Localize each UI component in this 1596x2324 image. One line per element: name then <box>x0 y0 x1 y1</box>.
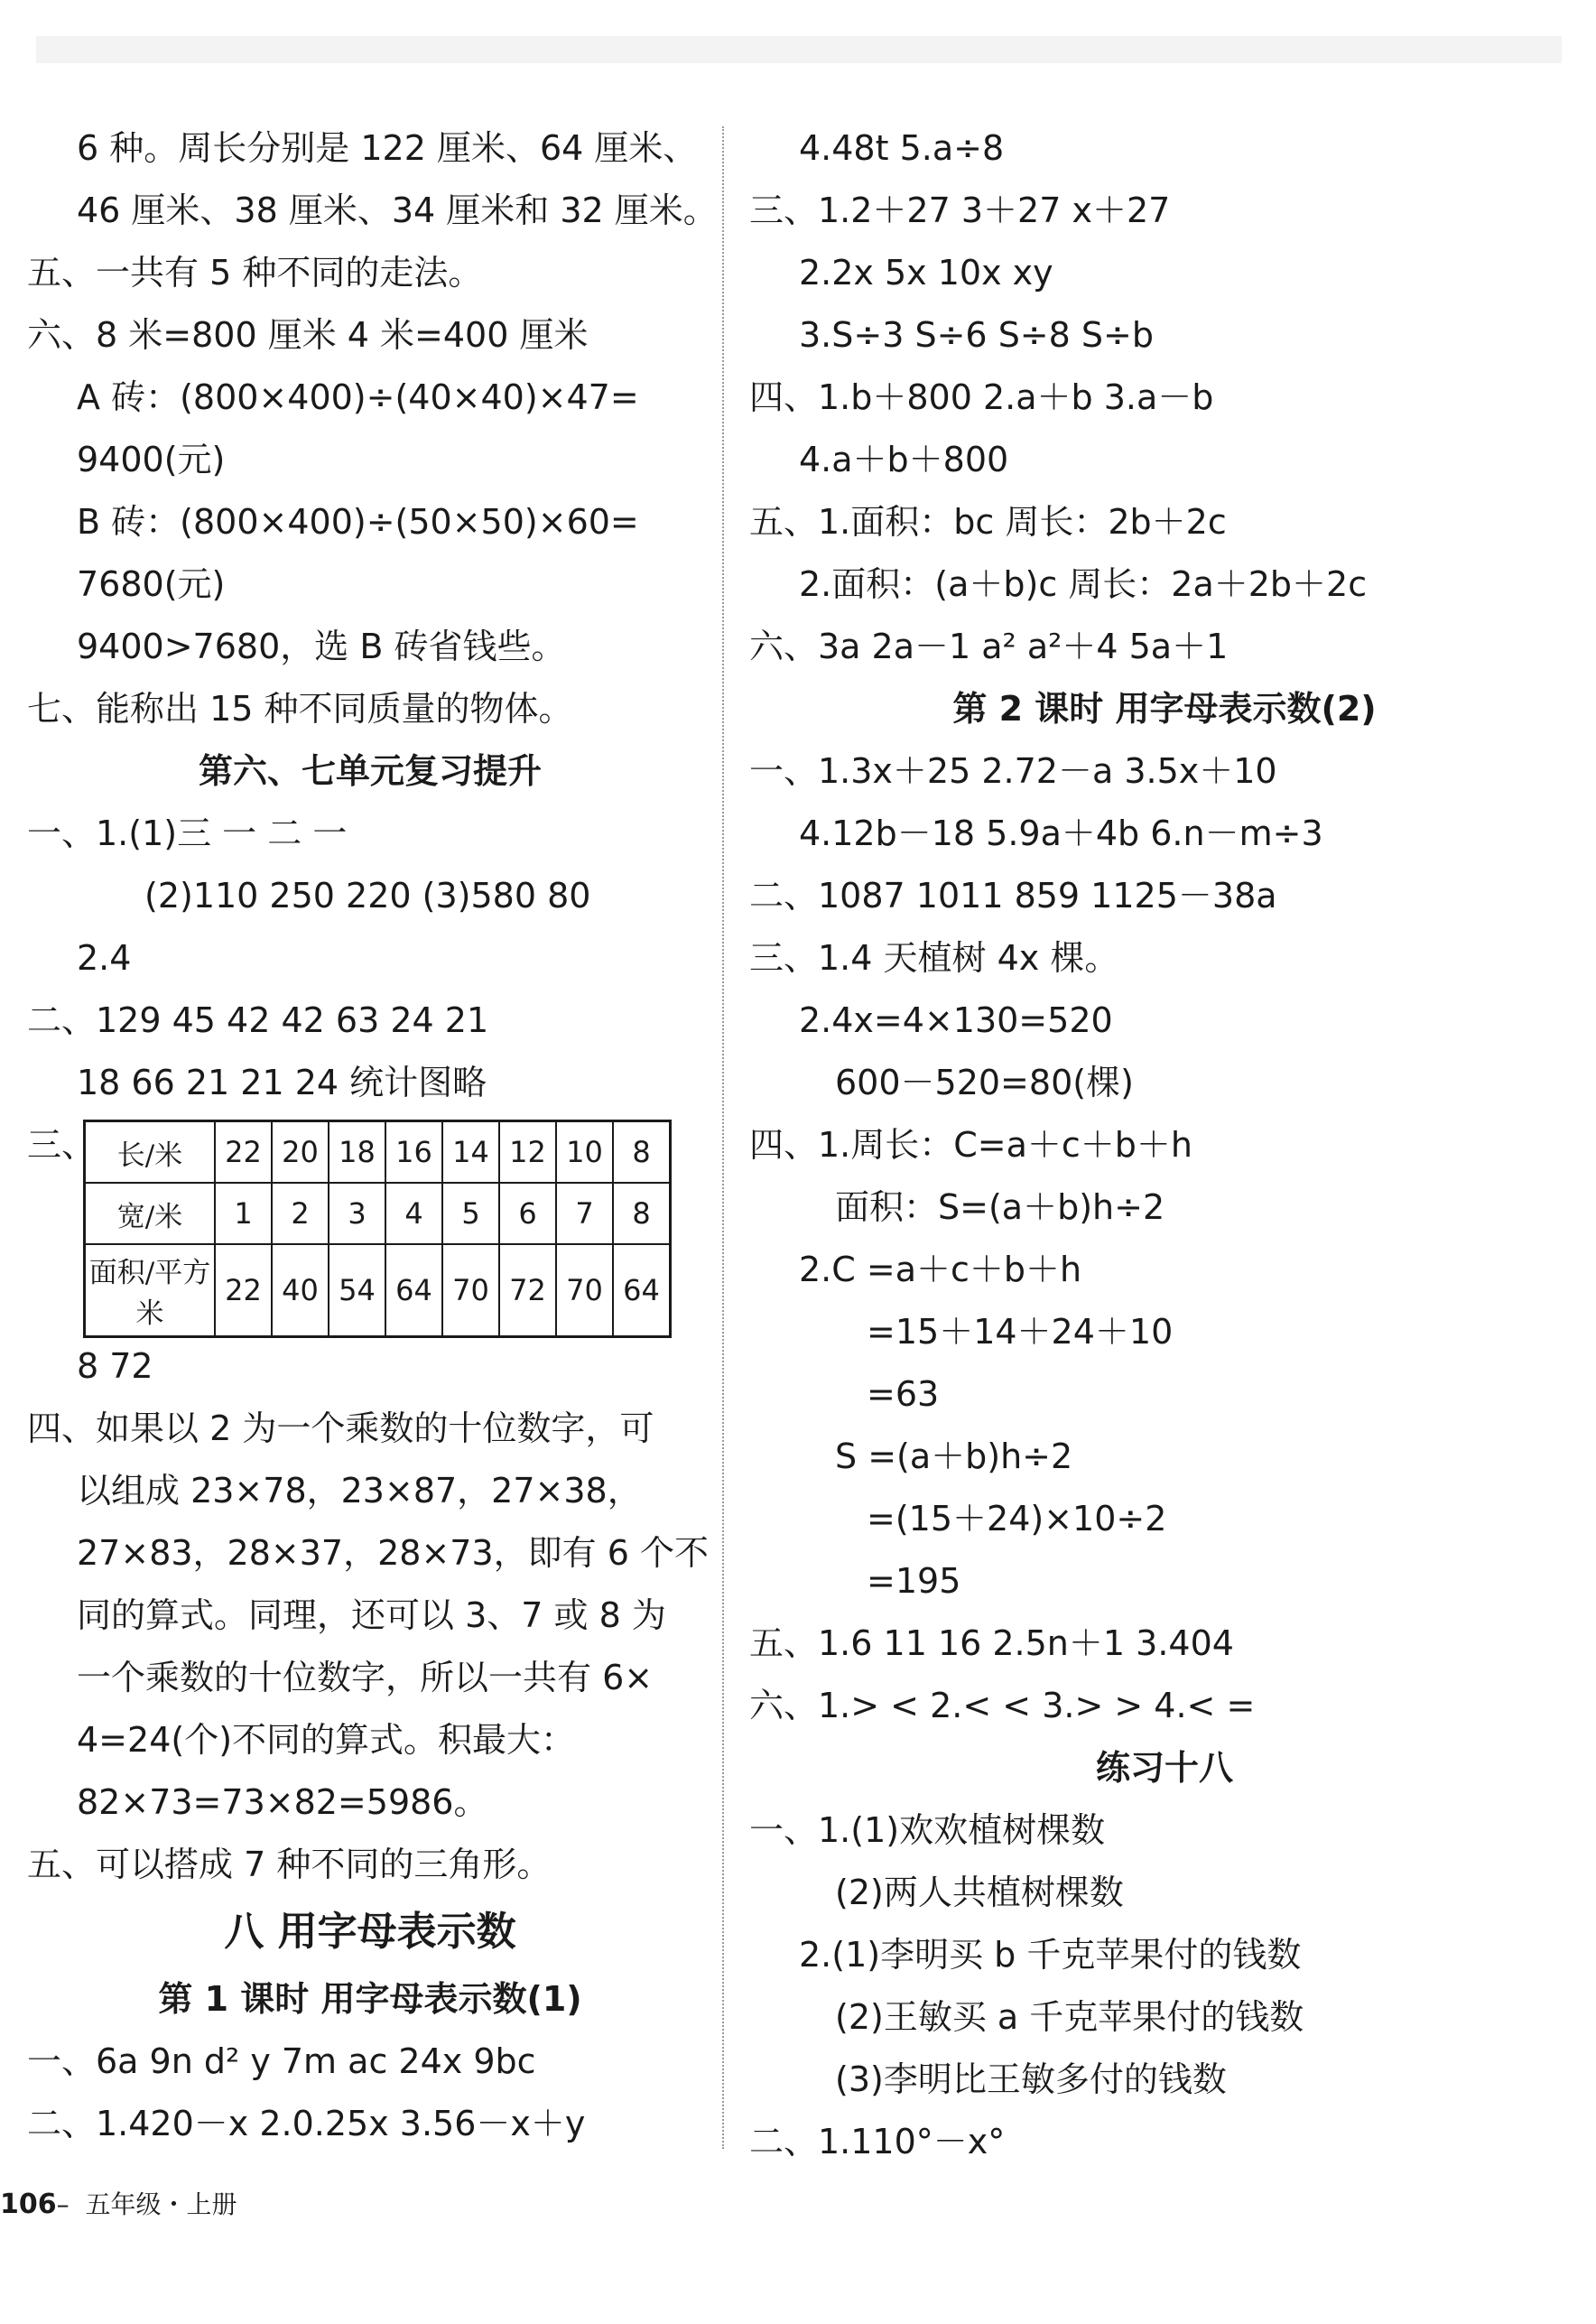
answer-line: 三、1.2＋27 3＋27 x＋27 <box>749 191 1171 230</box>
length-cell: 10 <box>556 1121 613 1184</box>
answer-line: =15＋14＋24＋10 <box>867 1312 1174 1352</box>
question-label: 三、 <box>27 1125 97 1165</box>
answer-line: 4.a＋b＋800 <box>799 440 1009 479</box>
answer-line: 五、1.6 11 16 2.5n＋1 3.404 <box>749 1623 1234 1663</box>
left-column <box>27 117 718 2155</box>
width-cell: 6 <box>499 1183 556 1244</box>
answer-line: 2.(1)李明买 b 千克苹果付的钱数 <box>799 1935 1302 1975</box>
answer-line: 二、129 45 42 42 63 24 21 <box>27 1000 489 1040</box>
width-cell: 2 <box>272 1183 329 1244</box>
answer-line: 2.面积：(a＋b)c 周长：2a＋2b＋2c <box>799 564 1368 604</box>
answer-line: 四、如果以 2 为一个乘数的十位数字，可 <box>27 1408 654 1448</box>
answer-line: 二、1087 1011 859 1125－38a <box>749 876 1277 916</box>
answer-line: (2)两人共植树棵数 <box>835 1873 1124 1912</box>
exercise-heading: 练习十八 <box>1095 1748 1233 1788</box>
answer-line: 二、1.110°－x° <box>749 2122 1006 2161</box>
width-cell: 8 <box>613 1183 671 1244</box>
length-cell: 16 <box>385 1121 442 1184</box>
answer-line: 82×73=73×82=5986。 <box>77 1782 488 1822</box>
answer-line: 三、1.4 天植树 4x 棵。 <box>749 938 1119 978</box>
answer-line: 五、1.面积：bc 周长：2b＋2c <box>749 502 1227 542</box>
rectangle-table-block <box>27 1114 713 1335</box>
area-cell: 70 <box>556 1244 613 1337</box>
answer-line: 同的算式。同理，还可以 3、7 或 8 为 <box>77 1595 666 1635</box>
length-row <box>85 1121 671 1184</box>
length-cell: 18 <box>329 1121 385 1184</box>
answer-line: (2)王敏买 a 千克苹果付的钱数 <box>835 1997 1304 2037</box>
page-footer <box>0 2185 237 2221</box>
answer-line: 4.48t 5.a÷8 <box>799 128 1005 168</box>
answer-line: 2.4x=4×130=520 <box>799 1000 1113 1040</box>
width-cell: 5 <box>442 1183 499 1244</box>
length-cell: 12 <box>499 1121 556 1184</box>
width-cell: 4 <box>385 1183 442 1244</box>
length-cell: 8 <box>613 1121 671 1184</box>
answer-line: B 砖：(800×400)÷(50×50)×60= <box>77 502 639 542</box>
answer-line: 以组成 23×78，23×87，27×38， <box>77 1471 642 1511</box>
answer-line: 18 66 21 21 24 统计图略 <box>77 1063 487 1102</box>
right-column <box>749 117 1580 2173</box>
answer-line: 六、1.> < 2.< < 3.> > 4.< = <box>749 1686 1256 1725</box>
width-cell: 3 <box>329 1183 385 1244</box>
area-cell: 40 <box>272 1244 329 1337</box>
answer-line: 五、一共有 5 种不同的走法。 <box>27 253 483 293</box>
answer-line: 六、3a 2a－1 a² a²＋4 5a＋1 <box>749 627 1229 666</box>
rectangle-table <box>83 1120 672 1338</box>
width-cell: 7 <box>556 1183 613 1244</box>
answer-line: 2.C =a＋c＋b＋h <box>799 1250 1082 1289</box>
answer-line: 二、1.420－x 2.0.25x 3.56－x＋y <box>27 2104 586 2143</box>
answer-line: 一、1.(1)三 一 二 一 <box>27 813 348 853</box>
answer-line: 面积：S=(a＋b)h÷2 <box>835 1187 1165 1227</box>
answer-line: 一个乘数的十位数字，所以一共有 6× <box>77 1658 654 1697</box>
answer-line: 4.12b－18 5.9a＋4b 6.n－m÷3 <box>799 813 1323 853</box>
answer-line: 一、1.3x＋25 2.72－a 3.5x＋10 <box>749 751 1277 791</box>
lesson-heading: 第 2 课时 用字母表示数(2) <box>952 689 1377 729</box>
length-cell: 14 <box>442 1121 499 1184</box>
answer-line: 3.S÷3 S÷6 S÷8 S÷b <box>799 315 1154 355</box>
answer-line: =195 <box>867 1561 961 1601</box>
column-divider <box>722 126 724 2149</box>
answer-line: 七、能称出 15 种不同质量的物体。 <box>27 689 573 729</box>
area-cell: 64 <box>385 1244 442 1337</box>
chapter-heading: 八 用字母表示数 <box>224 1909 516 1955</box>
area-header: 面积/平方米 <box>85 1244 216 1337</box>
answer-line: 一、6a 9n d² y 7m ac 24x 9bc <box>27 2041 536 2081</box>
answer-line: =63 <box>867 1374 940 1414</box>
answer-line: 27×83，28×37，28×73，即有 6 个不 <box>77 1533 709 1573</box>
answer-line: 46 厘米、38 厘米、34 厘米和 32 厘米。 <box>77 191 718 230</box>
page-number: 106 <box>0 2189 57 2220</box>
answer-line: 7680(元) <box>77 564 226 604</box>
answer-line: =(15＋24)×10÷2 <box>867 1499 1167 1538</box>
answer-line: S =(a＋b)h÷2 <box>835 1436 1073 1476</box>
area-row <box>85 1244 671 1337</box>
length-cell: 20 <box>272 1121 329 1184</box>
answer-line: 五、可以搭成 7 种不同的三角形。 <box>27 1845 552 1884</box>
area-cell: 22 <box>215 1244 272 1337</box>
scan-edge-shadow <box>36 36 1562 63</box>
answer-line: 四、1.周长：C=a＋c＋b＋h <box>749 1125 1193 1165</box>
answer-line: 9400>7680，选 B 砖省钱些。 <box>77 627 566 666</box>
area-cell: 70 <box>442 1244 499 1337</box>
lesson-heading: 第 1 课时 用字母表示数(1) <box>158 1979 582 2019</box>
answer-line: 四、1.b＋800 2.a＋b 3.a－b <box>749 377 1214 417</box>
answer-line: 4=24(个)不同的算式。积最大： <box>77 1720 576 1760</box>
area-cell: 72 <box>499 1244 556 1337</box>
area-cell: 64 <box>613 1244 671 1337</box>
footer-dash: – <box>56 2189 86 2219</box>
answer-line: (2)110 250 220 (3)580 80 <box>144 876 591 916</box>
answer-line: 6 种。周长分别是 122 厘米、64 厘米、 <box>77 128 698 168</box>
area-cell: 54 <box>329 1244 385 1337</box>
answer-line: A 砖：(800×400)÷(40×40)×47= <box>77 377 639 417</box>
width-cell: 1 <box>215 1183 272 1244</box>
answer-line: 2.2x 5x 10x xy <box>799 253 1053 293</box>
answer-line: 9400(元) <box>77 440 226 479</box>
grade-label: 五年级・上册 <box>85 2189 237 2219</box>
answer-line: 2.4 <box>77 938 132 978</box>
answer-line: 一、1.(1)欢欢植树棵数 <box>749 1810 1106 1850</box>
answer-line: 六、8 米=800 厘米 4 米=400 厘米 <box>27 315 589 355</box>
answer-line: 600－520=80(棵) <box>835 1063 1134 1102</box>
width-row <box>85 1183 671 1244</box>
answer-line: 8 72 <box>77 1346 153 1386</box>
width-header: 宽/米 <box>85 1183 216 1244</box>
length-cell: 22 <box>215 1121 272 1184</box>
section-heading: 第六、七单元复习提升 <box>198 751 542 791</box>
length-header: 长/米 <box>85 1121 216 1184</box>
answer-line: (3)李明比王敏多付的钱数 <box>835 2059 1227 2099</box>
